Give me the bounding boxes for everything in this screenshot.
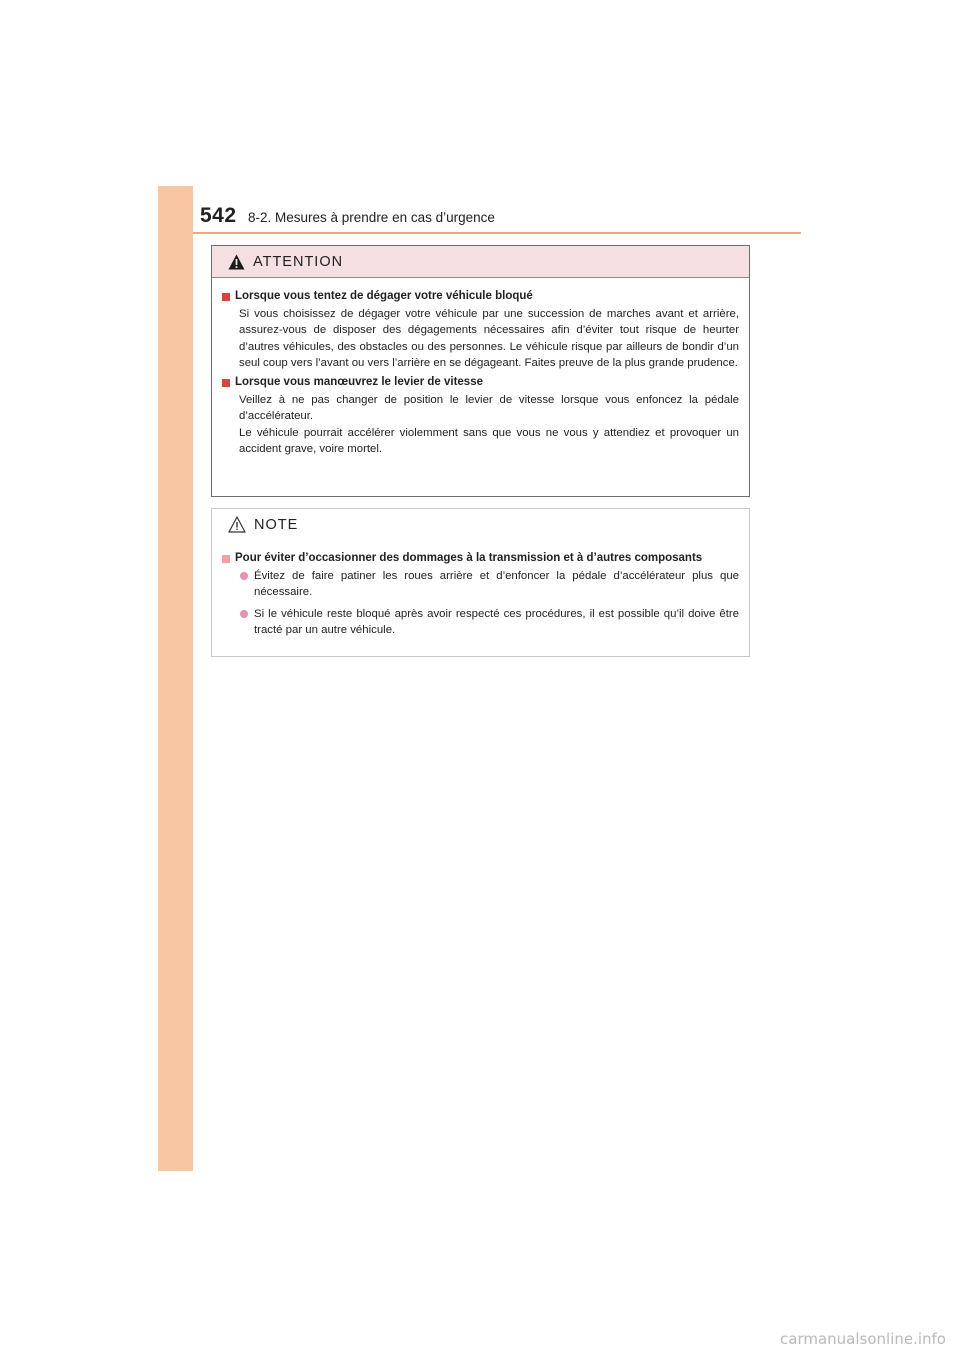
attention-paragraph-3: Le véhicule pourrait accélérer violemment sans que vous ne vous y attendiez et provoquer un accident grave, voire mortel. [239,426,739,456]
attention-paragraph-2: Veillez à ne pas changer de position le levier de vitesse lorsque vous enfoncez la pédale d’accélérateur. [239,394,739,423]
header-rule [193,232,801,234]
note-bullet-item [239,568,739,601]
note-header [212,509,749,540]
watermark-text: carmanualsonline.info [780,1330,946,1348]
note-bullet-text-2: Si le véhicule reste bloqué après avoir respecté ces procédures, il est possible qu’il doive être tracté par un autre véhicule. [254,607,739,636]
note-heading: Pour éviter d’occasionner des dommages à la transmission et à d’autres composants [235,552,703,564]
attention-heading-1: Lorsque vous tentez de dégager votre véhicule bloqué [235,290,533,302]
note-box [211,508,750,657]
attention-box [211,245,750,497]
note-title: NOTE [254,516,299,533]
attention-item-heading [222,290,739,302]
page-number: 542 [200,204,237,227]
round-bullet-icon [240,610,248,618]
round-bullet-icon [240,572,248,580]
note-bullet-text-1: Évitez de faire patiner les roues arrière et d’enfoncer la pédale d’accélérateur plus que nécessaire. [254,570,739,599]
note-item-heading [222,552,739,564]
square-bullet-icon [222,379,230,387]
note-bullet-item [239,606,739,639]
attention-paragraph-1: Si vous choisissez de dégager votre véhicule par une succession de marches avant et arrière, assurez-vous de disposer des dégagements nécessaires afin d’éviter tout risque de heurter d’autres véhicules, des obstacles ou des personnes. Le véhicule risque par ailleurs de bondir d’un seul coup vers l’avant ou vers l’arrière en se dégageant. Faites preuve de la plus grande prudence. [239,308,739,369]
attention-item-heading [222,376,739,388]
attention-header [212,246,749,278]
side-tab-band [158,186,193,1171]
square-bullet-icon [222,555,230,563]
section-title: 8-2. Mesures à prendre en cas d’urgence [248,210,495,225]
warning-triangle-icon [228,254,253,270]
caution-triangle-outline-icon [228,516,254,533]
attention-heading-2: Lorsque vous manœuvrez le levier de vitesse [235,376,483,389]
attention-body [212,278,749,457]
note-body [212,540,749,638]
attention-title: ATTENTION [253,253,344,270]
square-bullet-icon [222,293,230,301]
